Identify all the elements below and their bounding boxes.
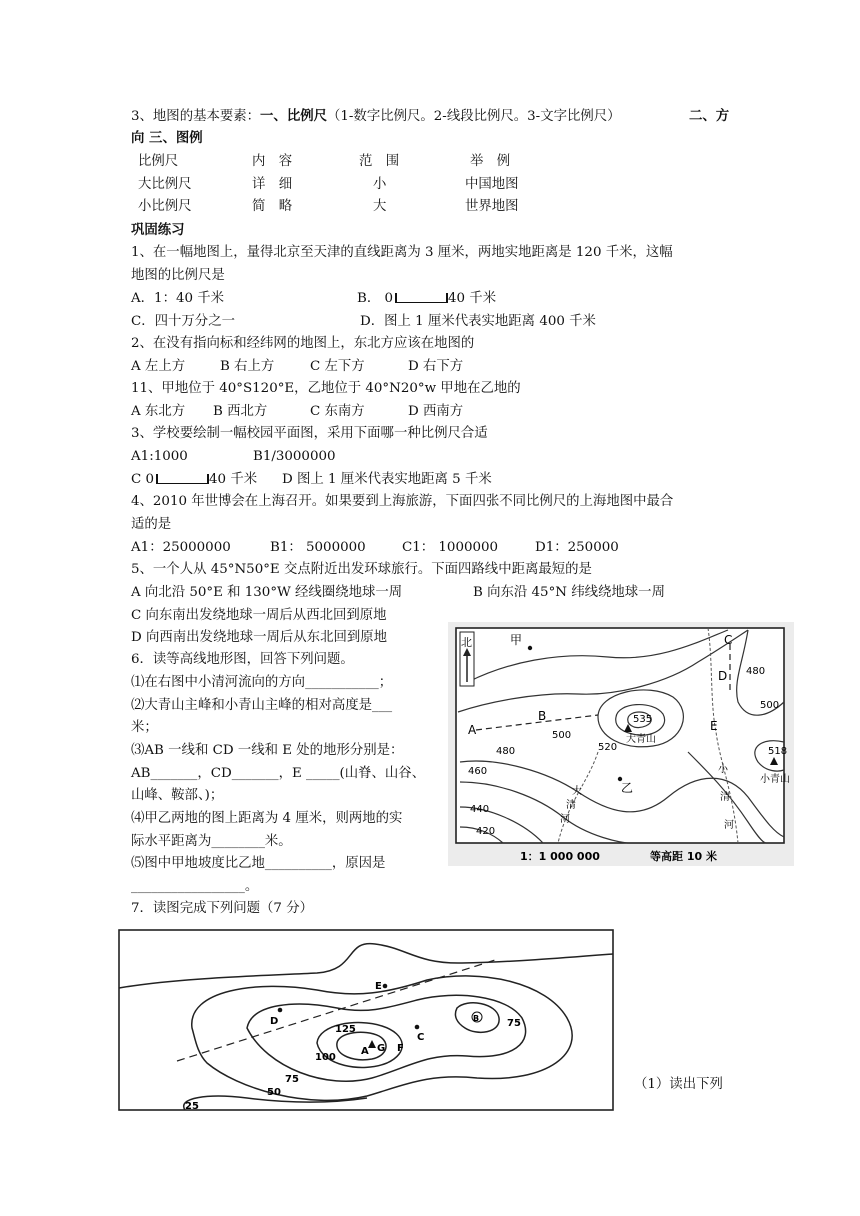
q5-option-a: A 向北沿 50°E 和 130°W 经线圈绕地球一周 [131,585,403,600]
q7-continued: （1）读出下列 [634,1077,723,1092]
contour-label: 420 [476,826,496,837]
map2-contour-label: 100 [315,1052,336,1063]
q7-title: 7．读图完成下列问题（7 分） [131,901,313,916]
peak-name: 大青山 [626,734,656,745]
map-label-yi: 乙 [621,781,634,795]
map2-contour-label: 125 [335,1024,356,1035]
map-scale-label: 1：1 000 000 [520,850,600,863]
q2-option: A 左上方 [131,359,186,374]
line-scale-bar [393,293,448,305]
section3-line1-end: 二、方 [689,108,730,124]
section3-line2: 向 三、图例 [131,130,203,146]
q1-line1: 1、在一幅地图上，量得北京至天津的直线距离为 3 厘米，两地实地距离是 120 千米，这幅 [131,245,673,260]
line-scale-bar [154,474,209,486]
map2-contour-label: 50 [267,1087,281,1098]
map2-point-d: D [270,1016,279,1027]
q5-option-d: D 向西南出发绕地球一周后从东北回到原地 [131,630,388,645]
q11-option: A 东北方 [131,404,186,419]
q6-sub4: ⑷甲乙两地的图上距离为 4 厘米，则两地的实 [131,811,403,826]
river-label: 河 [724,820,734,831]
q3-option-c: C 0 40 千米 [131,472,258,487]
q5-stem: 5、一个人从 45°N50°E 交点附近出发环球旅行。下面四路线中距离最短的是 [131,562,592,577]
q2-stem: 2、在没有指向标和经纬网的地图上，东北方应该在地图的 [131,336,475,351]
contour-map-2 [117,928,615,1112]
river-label: 清 [566,800,576,811]
q1-option-d: D．图上 1 厘米代表实地距离 400 千米 [360,314,596,329]
contour-label: 500 [552,730,572,741]
q2-option: D 右下方 [408,359,464,374]
map-interval-label: 等高距 10 米 [650,850,717,863]
q6-sub2-cont: 米； [131,720,158,735]
table-cell: 大比例尺 [138,177,192,192]
table-cell: 大 [373,199,387,214]
q6-title: 6．读等高线地形图，回答下列问题。 [131,652,354,667]
map2-contour-label: 75 [285,1074,299,1085]
map-label-a: A [468,723,477,737]
contour-label: 480 [496,746,516,757]
q3-option-d: D 图上 1 厘米代表实地距离 5 千米 [282,472,492,487]
q3-option-a: A1:1000 [131,449,188,464]
table-cell: 世界地图 [465,199,519,214]
table-cell: 简 略 [252,199,293,214]
map2-point-c: C [417,1032,425,1043]
table-cell: 中国地图 [465,177,519,192]
table-header: 比例尺 [138,154,179,169]
map-label-b: B [538,709,547,723]
map-label-c: C [724,633,733,647]
table-cell: 详 细 [252,177,293,192]
q6-sub5: ⑸图中甲地坡度比乙地__________，原因是 [131,856,386,871]
contour-label: 480 [746,666,766,677]
q4-line1: 4、2010 年世博会在上海召开。如果要到上海旅游，下面四张不同比例尺的上海地图中最合 [131,494,674,509]
river-label: 清 [720,792,730,803]
table-cell: 小比例尺 [138,199,192,214]
map-label-e: E [710,719,718,733]
q4-line2: 适的是 [131,517,172,532]
q4-option: B1： 5000000 [270,540,366,555]
q3-option-b: B1/3000000 [253,449,336,464]
q1-option-c: C．四十万分之一 [131,314,235,329]
table-header: 内 容 [252,154,293,169]
map2-point-g: G [377,1043,386,1054]
river-label: 小 [718,764,728,775]
map2-point-e: E [375,981,382,992]
peak-elevation: 518 [768,746,788,757]
contour-map-1 [448,622,794,866]
contour-label: 500 [760,700,780,711]
q4-option: A1：25000000 [131,540,231,555]
peak-elevation: 535 [633,714,653,725]
q11-option: C 东南方 [310,404,365,419]
map2-point-f: F [397,1043,404,1054]
q6-sub3-cont: AB_______，CD_______，E _____(山脊、山谷、 [131,766,426,781]
q6-sub3: ⑶AB 一线和 CD 一线和 E 处的地形分别是： [131,743,404,758]
river-label: 河 [560,814,570,825]
q6-sub1: ⑴在右图中小清河流向的方向___________； [131,675,393,690]
map2-contour-label: 75 [507,1018,521,1029]
contour-label: 520 [598,742,618,753]
q11-stem: 11、甲地位于 40°S120°E，乙地位于 40°N20°w 甲地在乙地的 [131,381,521,396]
q5-option-b: B 向东沿 45°N 纬线绕地球一周 [473,585,665,600]
q1-option-b: B． 0 40 千米 [357,291,497,306]
q1-option-a: A．1：40 千米 [131,291,225,306]
q6-sub4-cont: 际水平距离为________米。 [131,834,292,849]
map-label-d: D [718,669,728,683]
q2-option: C 左下方 [310,359,365,374]
q6-sub3-cont: 山峰、鞍部、)； [131,788,224,803]
q11-option: B 西北方 [213,404,268,419]
q6-sub2: ⑵大青山主峰和小青山主峰的相对高度是___ [131,698,393,713]
map2-contour-label: 25 [185,1101,199,1112]
q3-stem: 3、学校要绘制一幅校园平面图，采用下面哪一种比例尺合适 [131,426,488,441]
contour-label: 440 [470,804,490,815]
q11-option: D 西南方 [408,404,464,419]
practice-title: 巩固练习 [131,222,185,238]
peak-name: 小青山 [760,774,790,785]
q5-option-c: C 向东南出发绕地球一周后从西北回到原地 [131,608,387,623]
contour-label: 460 [468,766,488,777]
q6-sub5-cont: _________________。 [131,879,259,894]
section3-line1: 3、地图的基本要素：一、比例尺（1-数字比例尺。2-线段比例尺。3-文字比例尺） [131,108,621,124]
table-cell: 小 [373,177,387,192]
map-label-jia: 甲 [510,633,523,647]
q1-line2: 地图的比例尺是 [131,268,225,283]
map2-point-b: B [473,1014,480,1023]
q4-option: C1： 1000000 [402,540,499,555]
q2-option: B 右上方 [220,359,275,374]
table-header: 范 围 [359,154,400,169]
river-label: 大 [572,786,582,797]
map2-point-a: A [361,1046,369,1057]
q4-option: D1：250000 [535,540,619,555]
table-header: 举 例 [470,154,511,169]
north-arrow-label: 北 [461,636,472,649]
